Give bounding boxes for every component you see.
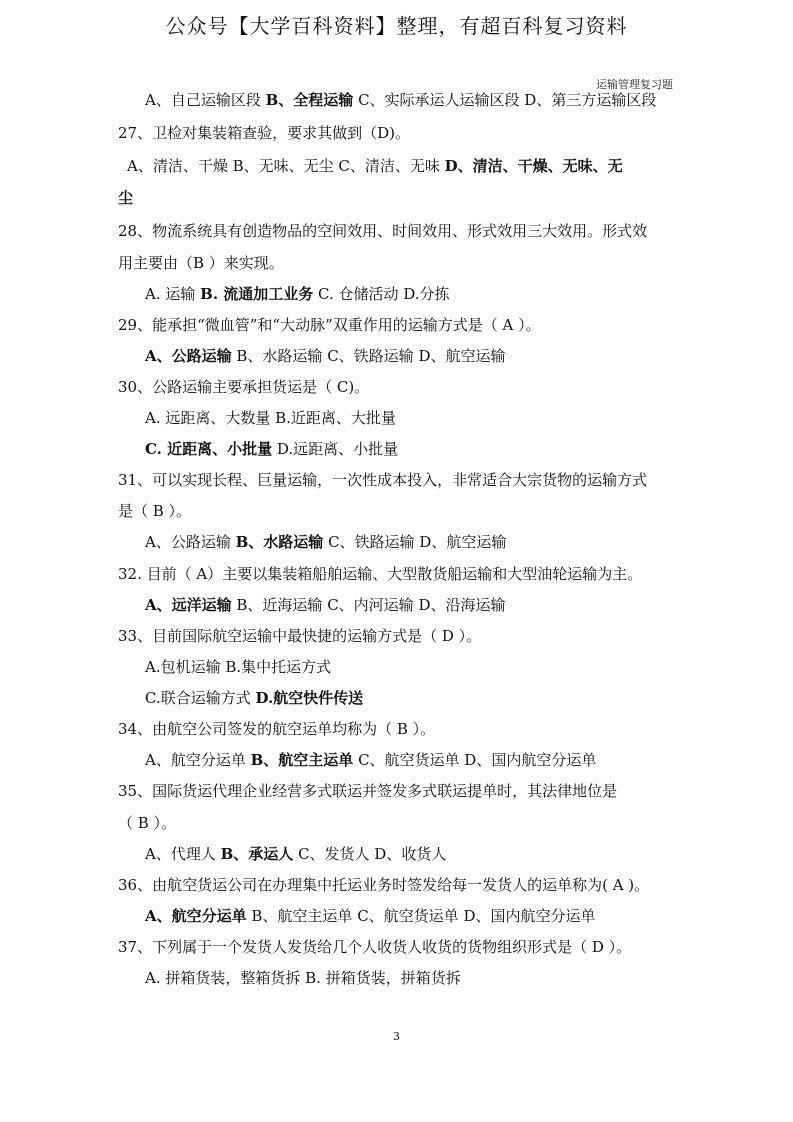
line-text: C、航空货运单 D、国内航空分运单 <box>353 751 597 769</box>
line-text: 30、公路运输主要承担货运是（ C)。 <box>118 378 370 396</box>
line-text: C、实际承运人运输区段 D、第三方运输区段 <box>353 91 657 109</box>
line-text: A、自己运输区段 <box>145 91 266 109</box>
line-text: 32. 目前（ A）主要以集装箱船舶运输、大型散货船运输和大型油轮运输为主。 <box>118 565 643 583</box>
text-line <box>145 844 446 864</box>
answer-text: B、全程运输 <box>265 91 354 109</box>
line-text: 33、目前国际航空运输中最快捷的运输方式是（ D ）。 <box>118 627 482 645</box>
line-text: C. 仓储活动 D.分拣 <box>313 285 450 303</box>
line-text: 用主要由（B ）来实现。 <box>118 254 284 272</box>
answer-text: A、远洋运输 <box>145 596 232 614</box>
answer-text: D.航空快件传送 <box>255 689 364 707</box>
answer-text: B、水路运输 <box>235 533 324 551</box>
text-line <box>145 906 595 926</box>
page-number: 3 <box>393 1030 400 1043</box>
text-line <box>118 188 133 208</box>
text-line <box>145 688 363 708</box>
running-head: 运输管理复习题 <box>596 78 673 91</box>
text-line <box>118 123 410 143</box>
text-line <box>118 875 649 895</box>
line-text: B、水路运输 C、铁路运输 D、航空运输 <box>231 347 506 365</box>
line-text: A. 远距离、大数量 B.近距离、大批量 <box>145 409 396 427</box>
text-line <box>118 501 191 521</box>
text-line <box>118 315 541 335</box>
text-line <box>118 626 481 646</box>
line-text: C、铁路运输 D、航空运输 <box>323 533 507 551</box>
answer-text: 尘 <box>118 189 134 207</box>
line-text: A. 运输 <box>145 285 201 303</box>
text-line <box>145 439 398 459</box>
text-line <box>118 564 642 584</box>
line-text: 35、国际货运代理企业经营多式联运并签发多式联运提单时，其法律地位是 <box>118 782 618 800</box>
line-text: A、代理人 <box>145 845 221 863</box>
line-text: 29、能承担“微血管”和“大动脉”双重作用的运输方式是（ A ）。 <box>118 316 541 334</box>
line-text: B、近海运输 C、内河运输 D、沿海运输 <box>231 596 506 614</box>
line-text: 28、物流系统具有创造物品的空间效用、时间效用、形式效用三大效用。形式效 <box>118 222 648 240</box>
text-line <box>145 90 656 110</box>
line-text: A、清洁、干燥 B、无味、无尘 C、清洁、无味 <box>127 157 445 175</box>
line-text: A. 拼箱货装，整箱货拆 B. 拼箱货装，拼箱货拆 <box>145 969 461 987</box>
line-text: 是（ B ）。 <box>118 502 192 520</box>
page-banner: 公众号【大学百科资料】整理，有超百科复习资料 <box>165 14 628 38</box>
text-line <box>145 657 331 677</box>
text-line <box>145 346 505 366</box>
line-text: D.远距离、小批量 <box>272 440 399 458</box>
answer-text: A、航空分运单 <box>145 907 247 925</box>
text-line <box>118 377 369 397</box>
answer-text: D、清洁、干燥、无味、无 <box>444 157 623 175</box>
text-line <box>118 813 176 833</box>
line-text: 37、下列属于一个发货人发货给几个人收货人收货的货物组织形式是（ D ）。 <box>118 938 632 956</box>
line-text: A、航空分运单 <box>145 751 251 769</box>
text-line <box>127 156 623 176</box>
line-text: A.包机运输 B.集中托运方式 <box>145 658 332 676</box>
line-text: 36、由航空货运公司在办理集中托运业务时签发给每一发货人的运单称为( A )。 <box>118 876 650 894</box>
line-text: （ B ）。 <box>118 814 177 832</box>
text-line <box>145 968 461 988</box>
line-text: B、航空主运单 C、航空货运单 D、国内航空分运单 <box>246 907 596 925</box>
text-line <box>145 408 396 428</box>
answer-text: B、承运人 <box>220 845 294 863</box>
text-line <box>145 750 596 770</box>
text-line <box>118 781 617 801</box>
answer-text: B. 流通加工业务 <box>200 285 314 303</box>
line-text: A、公路运输 <box>145 533 236 551</box>
text-line <box>118 937 631 957</box>
line-text: C、发货人 D、收货人 <box>293 845 447 863</box>
line-text: C.联合运输方式 <box>145 689 256 707</box>
text-line <box>118 719 435 739</box>
text-line <box>118 470 647 490</box>
line-text: 31、可以实现长程、巨量运输，一次性成本投入，非常适合大宗货物的运输方式 <box>118 471 648 489</box>
text-line <box>118 253 284 273</box>
text-line <box>145 595 505 615</box>
text-line <box>145 284 450 304</box>
answer-text: C. 近距离、小批量 <box>145 440 273 458</box>
answer-text: A、公路运输 <box>145 347 232 365</box>
text-line <box>118 221 647 241</box>
text-line <box>145 532 506 552</box>
line-text: 34、由航空公司签发的航空运单均称为（ B ）。 <box>118 720 436 738</box>
line-text: 27、卫检对集装箱查验，要求其做到（D)。 <box>118 124 410 142</box>
answer-text: B、航空主运单 <box>250 751 354 769</box>
